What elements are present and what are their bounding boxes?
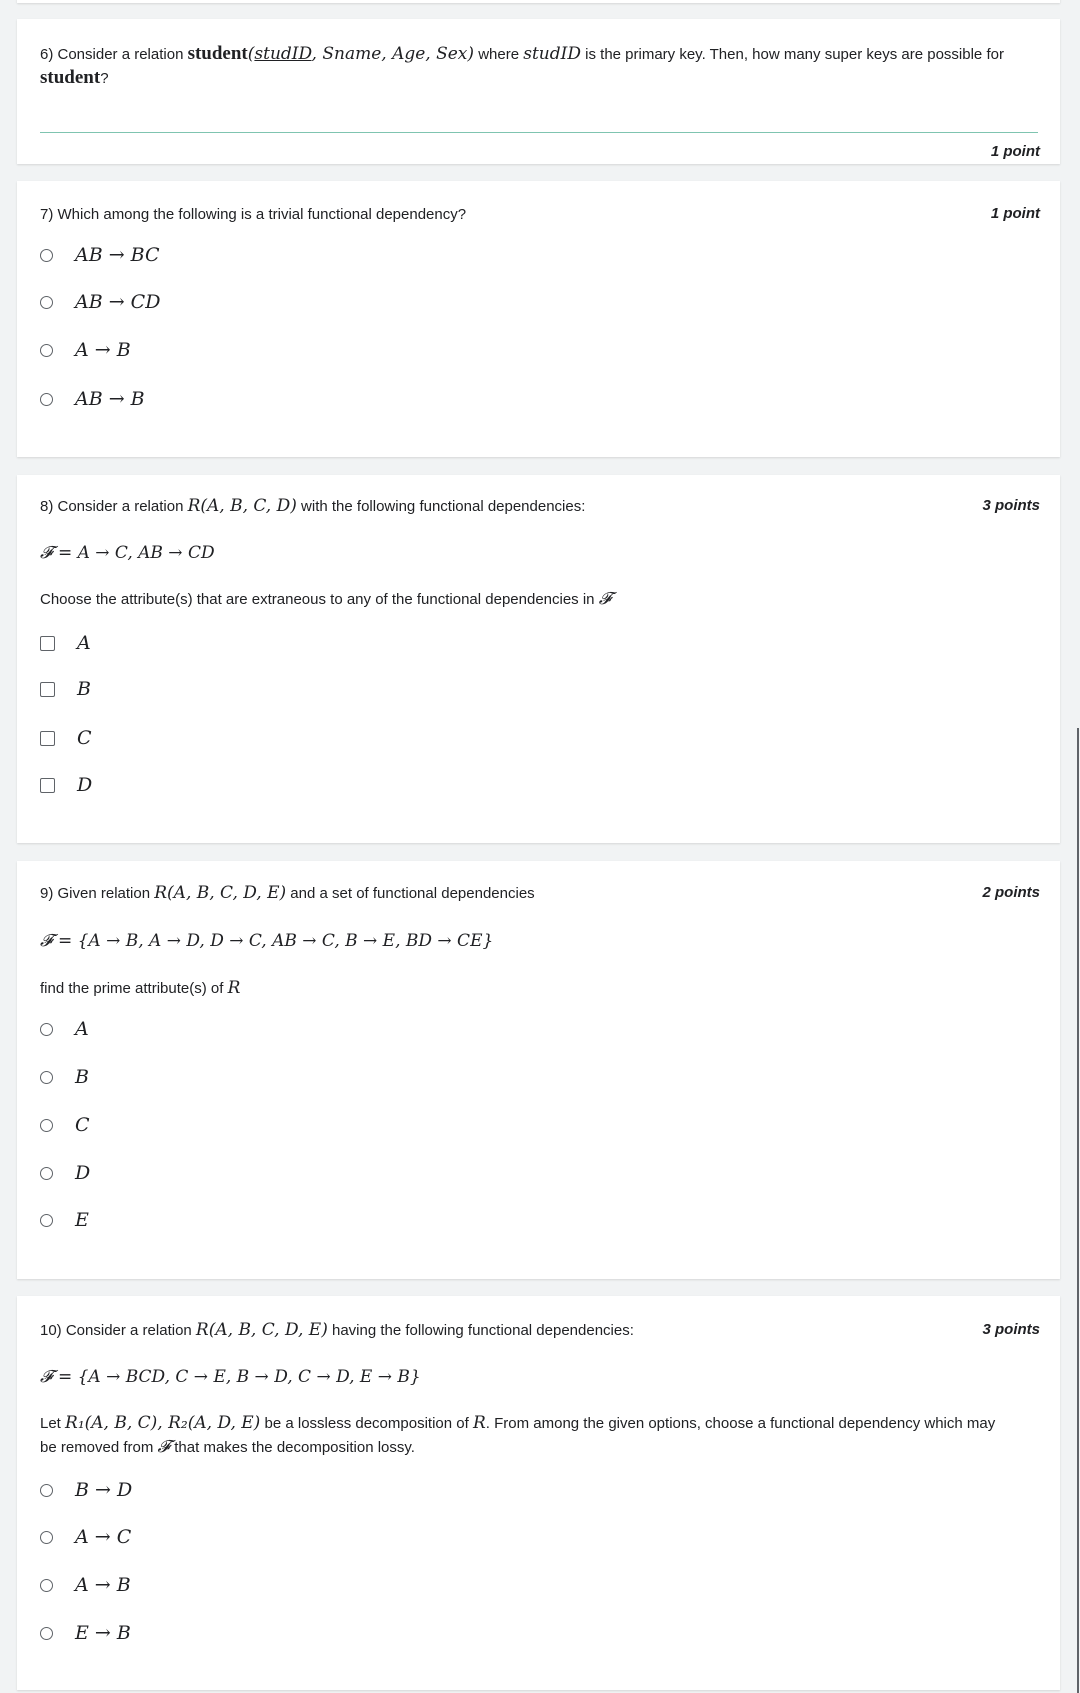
question-title: 7) Which among the following is a trivial functional dependency?: [40, 206, 467, 223]
question-7-card: [17, 181, 1060, 457]
radio-option[interactable]: [40, 388, 145, 410]
text: find the prime attribute(s) of: [40, 980, 228, 997]
radio-option[interactable]: [40, 1209, 89, 1231]
math-text: ): [467, 44, 475, 64]
radio-button[interactable]: [40, 296, 53, 309]
question-9-card: [17, 861, 1060, 1279]
text: and a set of functional dependencies: [286, 885, 535, 902]
option-label: D: [77, 774, 93, 796]
option-label: A → B: [75, 1574, 131, 1596]
question-6-text: [40, 44, 1004, 65]
radio-button[interactable]: [40, 1119, 53, 1132]
option-label: A → B: [75, 339, 131, 361]
math-text: studID: [523, 44, 581, 64]
question-prompt: [40, 978, 240, 999]
radio-button[interactable]: [40, 249, 53, 262]
math-text: R(A, B, C, D): [187, 496, 297, 516]
option-label: AB → CD: [75, 291, 161, 313]
math-text: R₁(A, B, C), R₂(A, D, E): [65, 1413, 261, 1433]
points-label: 3 points: [982, 497, 1040, 514]
question-10-card: [17, 1296, 1060, 1690]
text: be a lossless decomposition of: [260, 1415, 473, 1432]
radio-option[interactable]: [40, 1162, 90, 1184]
text: is the primary key. Then, how many super keys are possible for: [580, 46, 1004, 63]
functional-dependencies: 𝓕 = {A → BCD, C → E, B → D, C → D, E → B}: [40, 1367, 421, 1387]
math-text: R: [227, 978, 241, 998]
text: 10) Consider a relation: [40, 1322, 196, 1339]
answer-input[interactable]: [40, 132, 1038, 133]
question-prompt: [40, 1413, 995, 1434]
radio-option[interactable]: [40, 1066, 89, 1088]
radio-option[interactable]: [40, 1526, 131, 1548]
question-title: [40, 496, 585, 517]
option-label: A → C: [75, 1526, 132, 1548]
text: ?: [100, 70, 109, 87]
radio-button[interactable]: [40, 1484, 53, 1497]
points-label: 1 point: [990, 205, 1040, 222]
option-label: D: [75, 1162, 91, 1184]
text: 6) Consider a relation: [40, 46, 188, 63]
checkbox[interactable]: [40, 636, 55, 651]
option-label: B: [77, 678, 91, 700]
text: with the following functional dependencies:: [296, 498, 586, 515]
text: Choose the attribute(s) that are extraneous to any of the functional dependencies in: [40, 591, 599, 608]
math-text: 𝓕: [598, 589, 612, 609]
option-label: A: [77, 632, 91, 654]
option-label: C: [77, 727, 92, 749]
radio-button[interactable]: [40, 1071, 53, 1084]
radio-button[interactable]: [40, 1214, 53, 1227]
math-text: R: [472, 1413, 486, 1433]
text: 9) Given relation: [40, 885, 155, 902]
points-label: 1 point: [990, 143, 1040, 160]
functional-dependencies: 𝓕 = {A → B, A → D, D → C, AB → C, B → E, BD → CE}: [40, 931, 494, 951]
radio-option[interactable]: [40, 1114, 90, 1136]
math-text: student: [40, 67, 101, 88]
text: where: [474, 46, 524, 63]
radio-option[interactable]: [40, 1018, 89, 1040]
radio-option[interactable]: [40, 1574, 131, 1596]
checkbox[interactable]: [40, 778, 55, 793]
radio-option[interactable]: [40, 244, 160, 266]
points-label: 2 points: [982, 884, 1040, 901]
question-6-card: [17, 19, 1060, 164]
radio-button[interactable]: [40, 1167, 53, 1180]
text: be removed from: [40, 1439, 158, 1456]
math-text: R(A, B, C, D, E): [195, 1320, 328, 1340]
option-label: AB → B: [75, 388, 145, 410]
math-text: student: [187, 43, 248, 64]
previous-question-card: [17, 0, 1060, 3]
radio-option[interactable]: [40, 291, 160, 313]
checkbox[interactable]: [40, 682, 55, 697]
option-label: E → B: [75, 1622, 131, 1644]
text: that makes the decomposition lossy.: [170, 1439, 415, 1456]
radio-option[interactable]: [40, 1622, 131, 1644]
radio-button[interactable]: [40, 344, 53, 357]
radio-option[interactable]: [40, 339, 131, 361]
checkbox-option[interactable]: [40, 727, 92, 749]
checkbox-option[interactable]: [40, 678, 91, 700]
radio-button[interactable]: [40, 1531, 53, 1544]
question-6-text-line2: [40, 68, 109, 89]
option-label: B: [75, 1066, 89, 1088]
checkbox[interactable]: [40, 731, 55, 746]
question-8-card: [17, 475, 1060, 843]
option-label: A: [75, 1018, 89, 1040]
radio-button[interactable]: [40, 393, 53, 406]
question-prompt-line2: [40, 1437, 415, 1458]
text: 8) Consider a relation: [40, 498, 188, 515]
option-label: AB → BC: [75, 244, 160, 266]
radio-button[interactable]: [40, 1023, 53, 1036]
math-text: studID: [254, 44, 312, 64]
option-label: C: [75, 1114, 90, 1136]
functional-dependencies: 𝓕 = A → C, AB → CD: [40, 543, 215, 563]
math-text: 𝓕: [157, 1437, 171, 1457]
math-text: R(A, B, C, D, E): [154, 883, 287, 903]
option-label: E: [75, 1209, 89, 1231]
radio-button[interactable]: [40, 1579, 53, 1592]
points-label: 3 points: [982, 1321, 1040, 1338]
math-text: , Sname, Age, Sex: [311, 44, 468, 64]
option-label: B → D: [75, 1479, 133, 1501]
checkbox-option[interactable]: [40, 632, 91, 654]
checkbox-option[interactable]: [40, 774, 92, 796]
text: having the following functional dependencies:: [327, 1322, 634, 1339]
text: Let: [40, 1415, 66, 1432]
scrollbar[interactable]: [1077, 728, 1079, 1693]
question-title: [40, 883, 535, 904]
question-title: [40, 1320, 634, 1341]
radio-button[interactable]: [40, 1627, 53, 1640]
radio-option[interactable]: [40, 1479, 132, 1501]
question-prompt: [40, 589, 611, 610]
text: . From among the given options, choose a functional dependency which may: [485, 1415, 996, 1432]
math-text: (: [247, 44, 255, 64]
